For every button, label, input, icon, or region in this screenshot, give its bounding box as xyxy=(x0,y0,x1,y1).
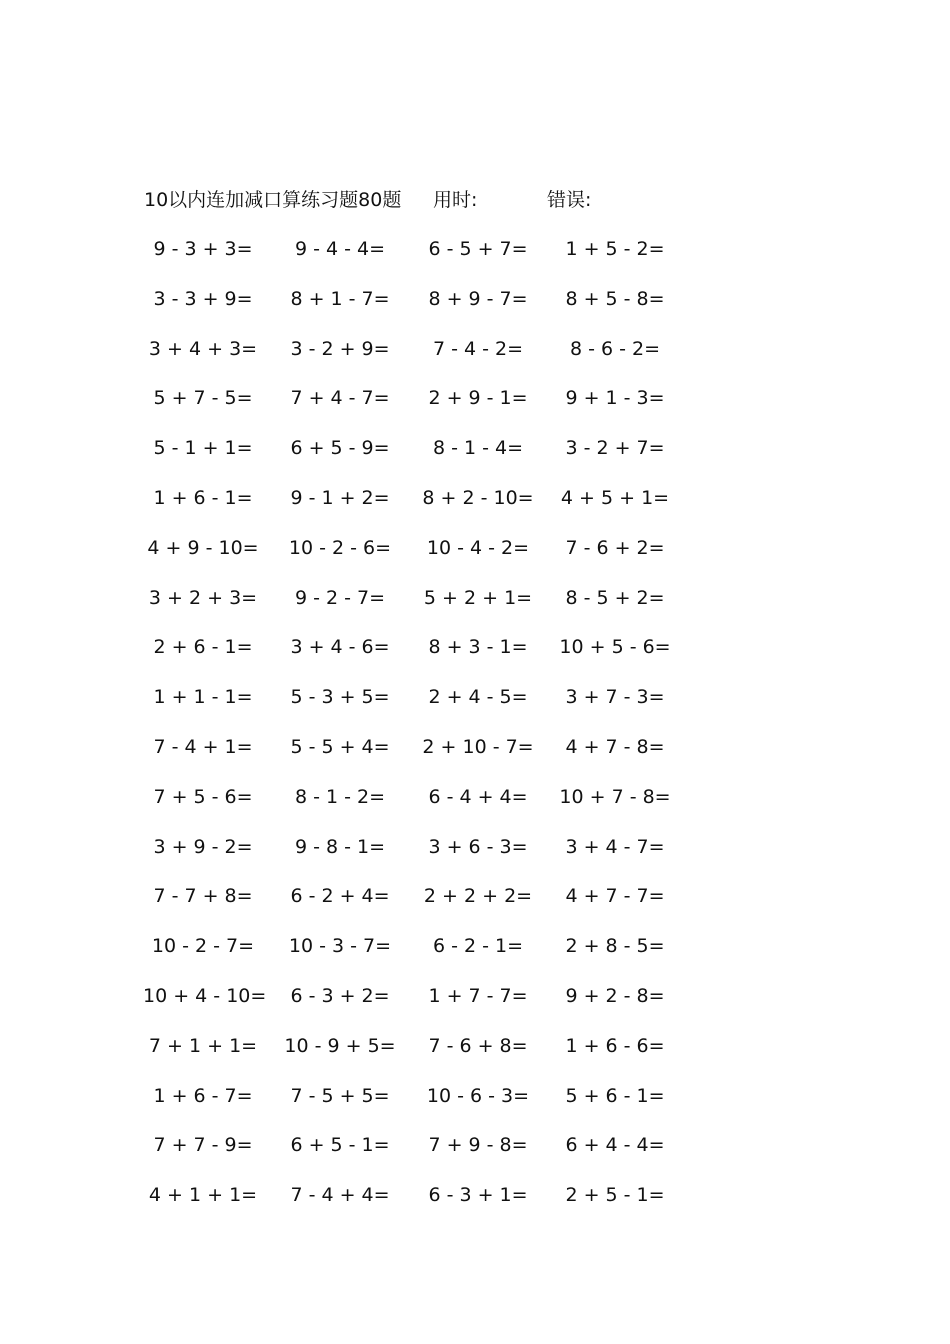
math-problem: 2 + 4 - 5= xyxy=(428,686,528,709)
math-problem: 3 + 6 - 3= xyxy=(428,835,528,858)
worksheet-header xyxy=(0,186,950,214)
math-problem: 5 - 1 + 1= xyxy=(153,437,253,460)
math-problem: 1 + 6 - 1= xyxy=(153,486,253,509)
time-used-label: 用时: xyxy=(433,189,478,211)
math-problem: 1 + 1 - 1= xyxy=(153,686,253,709)
math-problem: 3 - 2 + 9= xyxy=(290,337,390,360)
math-problem: 8 + 5 - 8= xyxy=(565,287,665,310)
math-problem: 6 - 3 + 1= xyxy=(428,1184,528,1207)
math-problem: 1 + 7 - 7= xyxy=(428,984,528,1007)
math-problem: 5 + 6 - 1= xyxy=(565,1084,665,1107)
math-problem: 9 - 3 + 3= xyxy=(153,238,253,260)
math-problem: 3 + 7 - 3= xyxy=(565,686,665,709)
problem-row xyxy=(0,235,950,285)
math-problem: 4 + 9 - 10= xyxy=(147,536,259,559)
math-problem: 7 - 4 - 2= xyxy=(432,337,524,360)
math-problem: 10 - 6 - 3= xyxy=(426,1084,530,1107)
problem-row xyxy=(0,733,950,783)
math-problem: 3 + 2 + 3= xyxy=(148,586,258,609)
math-problem: 7 - 7 + 8= xyxy=(153,885,253,908)
math-problem: 9 - 2 - 7= xyxy=(294,586,386,609)
problem-row xyxy=(0,335,950,385)
math-problem: 9 + 2 - 8= xyxy=(565,984,665,1007)
math-problem: 10 - 3 - 7= xyxy=(288,935,392,958)
math-problem: 5 + 2 + 1= xyxy=(423,586,533,609)
math-problem: 4 + 1 + 1= xyxy=(148,1184,258,1207)
math-problem: 10 - 2 - 6= xyxy=(288,536,392,559)
math-problem: 8 + 3 - 1= xyxy=(428,636,528,659)
math-problem: 10 - 2 - 7= xyxy=(151,935,255,958)
problem-row xyxy=(0,982,950,1032)
math-problem: 10 + 7 - 8= xyxy=(559,785,671,808)
math-problem: 7 + 7 - 9= xyxy=(153,1134,253,1157)
problem-row xyxy=(0,1131,950,1181)
problem-row xyxy=(0,584,950,634)
problem-row xyxy=(0,434,950,484)
math-problem: 8 + 9 - 7= xyxy=(428,287,528,310)
problem-row xyxy=(0,384,950,434)
math-problem: 2 + 5 - 1= xyxy=(565,1184,665,1207)
math-problem: 8 - 1 - 2= xyxy=(294,785,386,808)
math-problem: 2 + 9 - 1= xyxy=(428,387,528,410)
math-problem: 9 - 4 - 4= xyxy=(294,238,386,260)
problem-row xyxy=(0,285,950,335)
math-problem: 7 + 9 - 8= xyxy=(428,1134,528,1157)
problem-row xyxy=(0,783,950,833)
math-problem: 1 + 6 - 6= xyxy=(565,1034,665,1057)
worksheet-title: 10以内连加减口算练习题80题 xyxy=(144,189,402,211)
math-problem: 6 - 5 + 7= xyxy=(428,238,528,260)
problem-row xyxy=(0,683,950,733)
problem-grid xyxy=(0,235,950,1231)
math-problem: 4 + 7 - 7= xyxy=(565,885,665,908)
math-problem: 2 + 10 - 7= xyxy=(422,735,534,758)
math-problem: 6 - 2 + 4= xyxy=(290,885,390,908)
problem-row xyxy=(0,833,950,883)
math-problem: 6 - 2 - 1= xyxy=(432,935,524,958)
math-problem: 1 + 6 - 7= xyxy=(153,1084,253,1107)
math-problem: 4 + 7 - 8= xyxy=(565,735,665,758)
math-problem: 8 - 6 - 2= xyxy=(569,337,661,360)
math-problem: 5 - 3 + 5= xyxy=(290,686,390,709)
math-problem: 5 - 5 + 4= xyxy=(290,735,390,758)
math-problem: 8 - 1 - 4= xyxy=(432,437,524,460)
math-problem: 3 + 4 + 3= xyxy=(148,337,258,360)
math-problem: 1 + 5 - 2= xyxy=(565,238,665,260)
math-problem: 8 + 2 - 10= xyxy=(422,486,534,509)
math-problem: 7 - 6 + 8= xyxy=(428,1034,528,1057)
math-problem: 7 + 5 - 6= xyxy=(153,785,253,808)
math-problem: 3 + 4 - 7= xyxy=(565,835,665,858)
math-problem: 3 + 9 - 2= xyxy=(153,835,253,858)
math-problem: 9 - 1 + 2= xyxy=(290,486,390,509)
math-problem: 7 - 6 + 2= xyxy=(565,536,665,559)
math-problem: 8 + 1 - 7= xyxy=(290,287,390,310)
math-problem: 9 + 1 - 3= xyxy=(565,387,665,410)
problem-row xyxy=(0,1032,950,1082)
problem-row xyxy=(0,484,950,534)
math-problem: 2 + 2 + 2= xyxy=(423,885,533,908)
math-problem: 10 - 4 - 2= xyxy=(426,536,530,559)
math-problem: 7 + 1 + 1= xyxy=(148,1034,258,1057)
math-problem: 10 - 9 + 5= xyxy=(284,1034,396,1057)
problem-row xyxy=(0,882,950,932)
math-problem: 8 - 5 + 2= xyxy=(565,586,665,609)
math-problem: 6 - 3 + 2= xyxy=(290,984,390,1007)
problem-row xyxy=(0,932,950,982)
problem-row xyxy=(0,534,950,584)
math-problem: 10 + 4 - 10= xyxy=(143,984,267,1007)
math-problem: 6 + 5 - 1= xyxy=(290,1134,390,1157)
math-problem: 7 + 4 - 7= xyxy=(290,387,390,410)
math-problem: 2 + 8 - 5= xyxy=(565,935,665,958)
math-problem: 2 + 6 - 1= xyxy=(153,636,253,659)
math-problem: 6 + 5 - 9= xyxy=(290,437,390,460)
math-problem: 6 + 4 - 4= xyxy=(565,1134,665,1157)
math-problem: 3 + 4 - 6= xyxy=(290,636,390,659)
math-problem: 7 - 4 + 4= xyxy=(290,1184,390,1207)
error-count-label: 错误: xyxy=(547,189,592,211)
problem-row xyxy=(0,633,950,683)
math-problem: 5 + 7 - 5= xyxy=(153,387,253,410)
math-problem: 6 - 4 + 4= xyxy=(428,785,528,808)
math-problem: 7 - 5 + 5= xyxy=(290,1084,390,1107)
problem-row xyxy=(0,1082,950,1132)
math-problem: 7 - 4 + 1= xyxy=(153,735,253,758)
math-problem: 9 - 8 - 1= xyxy=(294,835,386,858)
math-problem: 3 - 2 + 7= xyxy=(565,437,665,460)
math-problem: 4 + 5 + 1= xyxy=(560,486,670,509)
math-problem: 3 - 3 + 9= xyxy=(153,287,253,310)
math-problem: 10 + 5 - 6= xyxy=(559,636,671,659)
problem-row xyxy=(0,1181,950,1231)
